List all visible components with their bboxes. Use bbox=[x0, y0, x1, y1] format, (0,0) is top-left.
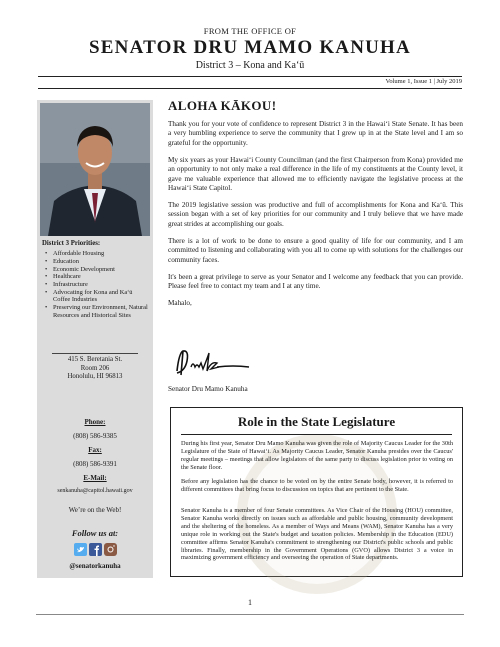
sidebar bbox=[37, 100, 153, 578]
priority-item: • Economic Development bbox=[45, 266, 151, 273]
masthead bbox=[0, 26, 500, 71]
letter-paragraph: It's been a great privilege to serve as your Senator and I welcome any feedback that you can provide. Please feel free to contact my team and I at any time. bbox=[168, 273, 463, 291]
letter-paragraph: The 2019 legislative session was productive and full of accomplishments for Kona and Ka‘ū. This session began with a set of key priorities for our community and I truly believe that we have made great strides at accomplishing our goals. bbox=[168, 201, 463, 228]
from-the-office-of: FROM THE OFFICE OF bbox=[203, 26, 297, 36]
letter-paragraph: My six years as your Hawai‘i County Councilman (and the first Chairperson from Kona) provided me an opportunity to not only make a real difference in the life of my constituents at the County level, it gave me valuable experience that allowed me to efficiently navigate the legislative process at the Hawai‘i State Capitol. bbox=[168, 156, 463, 192]
footer-rule bbox=[36, 614, 464, 615]
role-paragraph: During his first year, Senator Dru Mamo Kanuha was given the role of Majority Caucus Leader for the 30th Legislature of the State of Hawai‘i. As Majority Caucus Leader, Senator Kanuha presides over the Caucus' regular meetings – meetings that allow legislators of the same party to discuss legislation prior to voting on the Senate floor. bbox=[181, 440, 453, 471]
social-icons bbox=[37, 543, 153, 556]
role-paragraph: Senator Kanuha is a member of four Senate committees. As Vice Chair of the Housing (HOU) committee, Senator Kanuha works directly on issues such as affordable and public housing, community development and the sheltering of the homeless. As a member of Ways and Means (WAM), Senator Kanuha has a very unique role in working out the State's budget and taxation policies. Membership in the Education (EDU) committee affirms Senator Kanuha's commitment to strengthening our District's public schools and public libraries. Finally, membership in the Government Operations (GVO) allows District 3 a voice in maximizing government efficiency and overseeing the operation of State departments. bbox=[181, 507, 453, 562]
phone-number[interactable]: (808) 586-9385 bbox=[73, 432, 117, 440]
address-line: Honolulu, HI 96813 bbox=[67, 373, 123, 380]
priority-item: • Education bbox=[45, 258, 151, 265]
senator-photo bbox=[40, 103, 150, 236]
signed-name: Senator Dru Mamo Kanuha bbox=[168, 385, 248, 393]
priority-item: • Healthcare bbox=[45, 273, 151, 280]
header-rule-bottom bbox=[38, 88, 462, 89]
social-handle[interactable]: @senatorkanuha bbox=[69, 562, 121, 570]
follow-us: Follow us at: bbox=[71, 528, 119, 538]
priority-item: • Advocating for Kona and Ka‘ū Coffee Industries bbox=[45, 289, 151, 304]
letter-paragraph: Thank you for your vote of confidence to represent District 3 in the Hawai‘i State Senate. It has been a very humbling experience to serve the community that I grew up in at the State level and I am so grateful for the opportunity. bbox=[168, 120, 463, 147]
office-address bbox=[37, 356, 153, 382]
senator-name-title: SENATOR DRU MAMO KANUHA bbox=[89, 37, 411, 58]
signature-image bbox=[173, 345, 253, 386]
fax-label: Fax: bbox=[88, 446, 102, 454]
facebook-icon[interactable] bbox=[89, 543, 102, 556]
priority-item: • Infrastructure bbox=[45, 281, 151, 288]
letter-closing: Mahalo, bbox=[168, 299, 192, 307]
sidebar-divider bbox=[52, 353, 138, 354]
priorities-list bbox=[45, 250, 151, 319]
twitter-icon[interactable] bbox=[74, 543, 87, 556]
priority-item: • Preserving our Environment, Natural Resources and Historical Sites bbox=[45, 304, 151, 319]
web-note: We’re on the Web! bbox=[68, 506, 122, 514]
address-line: 415 S. Beretania St. bbox=[67, 356, 123, 363]
volume-issue: Volume 1, Issue 1 | July 2019 bbox=[385, 78, 462, 85]
letter-greeting: ALOHA KĀKOU! bbox=[168, 98, 277, 113]
district-subtitle: District 3 – Kona and Ka‘ū bbox=[195, 60, 305, 71]
role-box bbox=[170, 407, 463, 577]
email-label: E-Mail: bbox=[83, 474, 107, 482]
email-address[interactable]: senkanuha@capitol.hawaii.gov bbox=[57, 488, 133, 494]
priorities-heading: District 3 Priorities: bbox=[42, 240, 101, 247]
priority-item: • Affordable Housing bbox=[45, 250, 151, 257]
role-divider bbox=[181, 434, 452, 435]
letter-paragraph: There is a lot of work to be done to ensure a good quality of life for our community, and I am committed to listening and collaborating with you all to come up with solutions for the challenges our community faces. bbox=[168, 237, 463, 264]
page-number: 1 bbox=[248, 598, 252, 607]
role-title: Role in the State Legislature bbox=[237, 414, 396, 429]
header-rule-top bbox=[38, 76, 462, 77]
address-line: Room 206 bbox=[80, 364, 110, 372]
fax-number: (808) 586-9391 bbox=[73, 460, 117, 468]
instagram-icon[interactable] bbox=[104, 543, 117, 556]
role-paragraph: Before any legislation has the chance to be voted on by the entire Senate body, however, it is referred to different committees that bring focus to discussion on topics that are pertinent to the State. bbox=[181, 478, 453, 493]
phone-label: Phone: bbox=[84, 418, 106, 426]
